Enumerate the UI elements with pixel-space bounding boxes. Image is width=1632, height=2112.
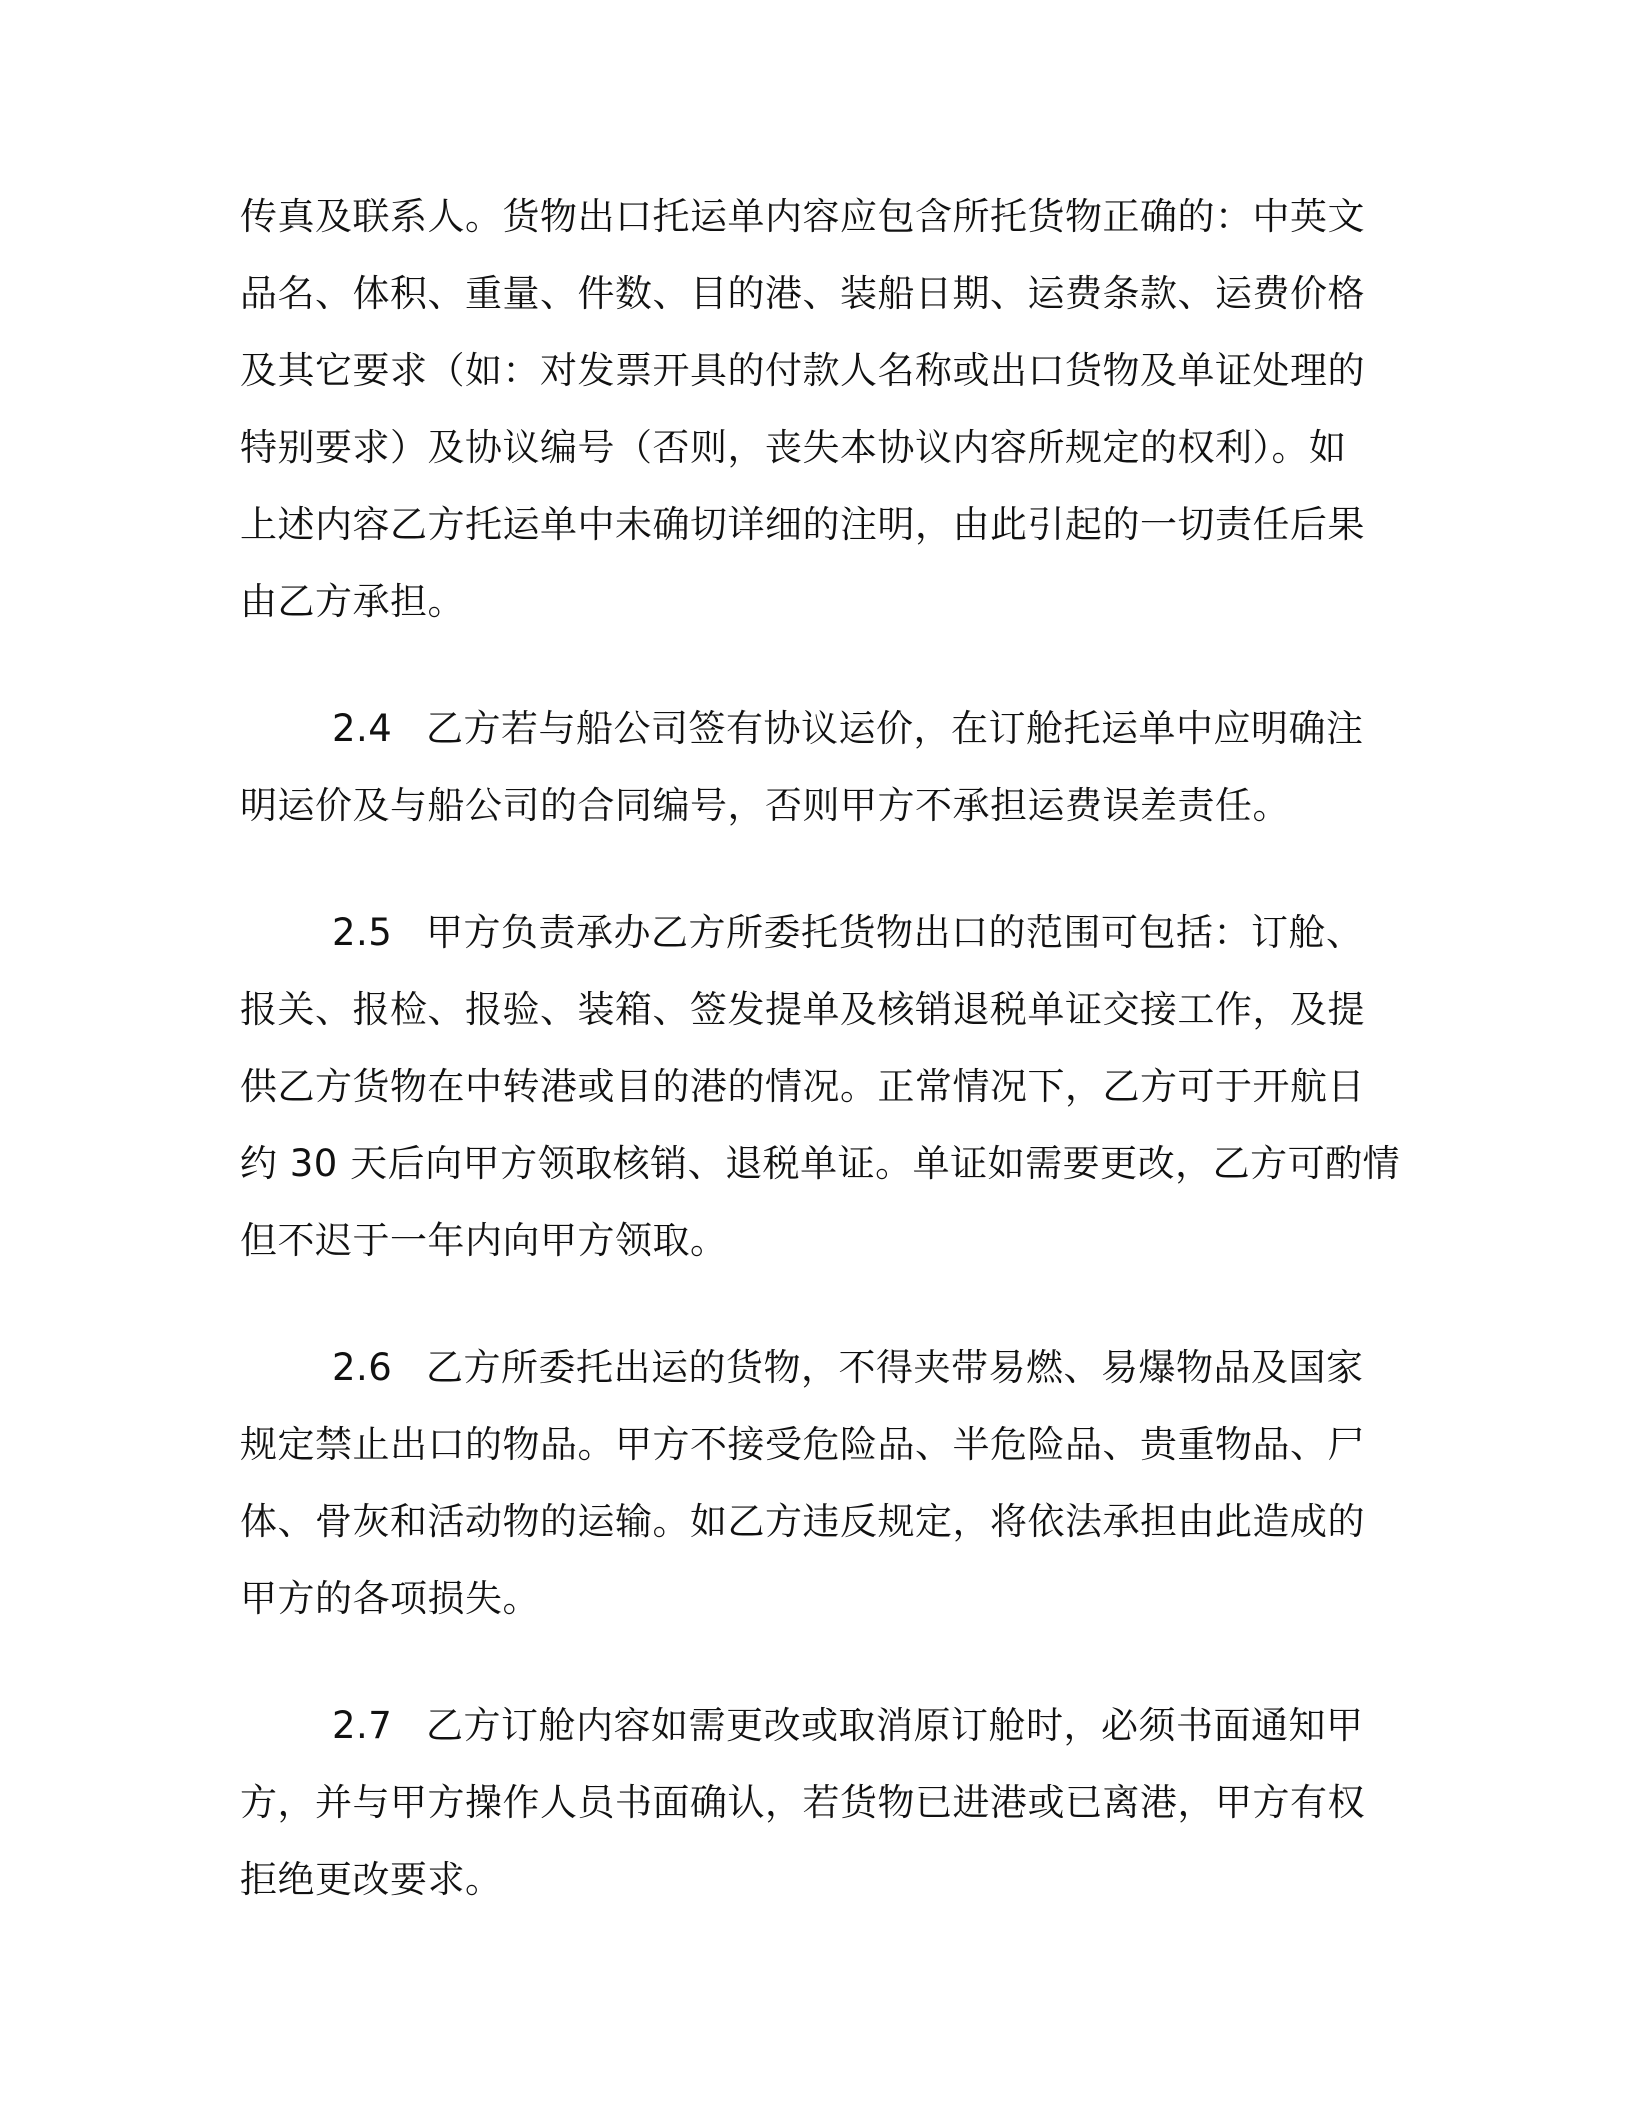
- paragraph-gap: [240, 1637, 1390, 1687]
- text-line: [240, 690, 1390, 767]
- paragraph-gap: [240, 1279, 1390, 1329]
- text-line: 约 30 天后向甲方领取核销、退税单证。单证如需要更改，乙方可酌情: [240, 1142, 1401, 1185]
- document-body: [240, 178, 1401, 1918]
- clause-2-5: [240, 894, 1401, 1279]
- clause-text: 乙方所委托出运的货物，不得夹带易燃、易爆物品及国家: [426, 1346, 1364, 1389]
- clause-text: 乙方若与船公司签有协议运价，在订舱托运单中应明确注: [426, 707, 1364, 750]
- text-line: 供乙方货物在中转港或目的港的情况。正常情况下，乙方可于开航日: [240, 1065, 1365, 1108]
- clause-number: 2.5: [332, 911, 393, 954]
- text-line: 由乙方承担。: [240, 580, 465, 623]
- paragraph-continuation: [240, 178, 1390, 640]
- paragraph-gap: [240, 844, 1390, 894]
- text-line: 报关、报检、报验、装箱、签发提单及核销退税单证交接工作，及提: [240, 988, 1365, 1031]
- text-line: 方，并与甲方操作人员书面确认，若货物已进港或已离港，甲方有权: [240, 1781, 1365, 1824]
- clause-number: 2.7: [332, 1704, 393, 1747]
- text-line: [240, 894, 1390, 971]
- text-line: 及其它要求（如：对发票开具的付款人名称或出口货物及单证处理的: [240, 349, 1365, 392]
- text-line: 体、骨灰和活动物的运输。如乙方违反规定，将依法承担由此造成的: [240, 1500, 1365, 1543]
- clause-2-7: [240, 1687, 1390, 1918]
- clause-2-4: [240, 690, 1390, 844]
- text-line: [240, 1329, 1390, 1406]
- text-line: 传真及联系人。货物出口托运单内容应包含所托货物正确的：中英文: [240, 195, 1365, 238]
- text-line: [240, 1687, 1390, 1764]
- text-line: 上述内容乙方托运单中未确切详细的注明，由此引起的一切责任后果: [240, 503, 1365, 546]
- text-line: 品名、体积、重量、件数、目的港、装船日期、运费条款、运费价格: [240, 272, 1365, 315]
- clause-number: 2.6: [332, 1346, 393, 1389]
- paragraph-gap: [240, 640, 1390, 690]
- text-line: 拒绝更改要求。: [240, 1858, 503, 1901]
- text-line: 甲方的各项损失。: [240, 1577, 540, 1620]
- text-line: 明运价及与船公司的合同编号，否则甲方不承担运费误差责任。: [240, 784, 1290, 827]
- text-line: 但不迟于一年内向甲方领取。: [240, 1219, 728, 1262]
- text-line: 规定禁止出口的物品。甲方不接受危险品、半危险品、贵重物品、尸: [240, 1423, 1365, 1466]
- clause-2-6: [240, 1329, 1390, 1637]
- text-line: 特别要求）及协议编号（否则，丧失本协议内容所规定的权利）。如: [240, 426, 1347, 469]
- clause-number: 2.4: [332, 707, 393, 750]
- clause-text: 甲方负责承办乙方所委托货物出口的范围可包括：订舱、: [426, 911, 1364, 954]
- clause-text: 乙方订舱内容如需更改或取消原订舱时，必须书面通知甲: [426, 1704, 1364, 1747]
